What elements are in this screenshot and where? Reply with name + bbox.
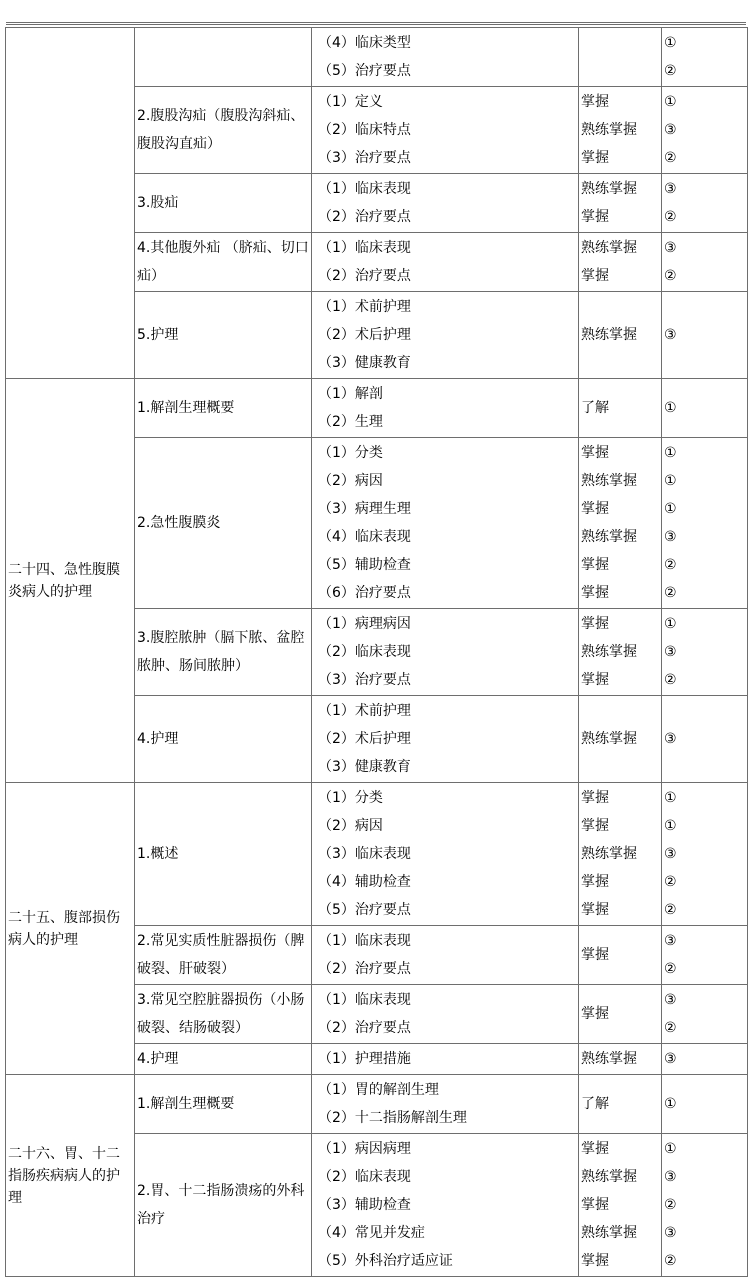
- rank-mark: ②: [664, 672, 677, 688]
- subtopic-item: （2）临床表现: [318, 644, 411, 660]
- rank-mark: ②: [664, 209, 677, 225]
- subtopic-item: （2）病因: [318, 473, 383, 489]
- rank-mark: ②: [664, 150, 677, 166]
- rank-mark: ②: [664, 1197, 677, 1213]
- requirement-level: 了解: [581, 1096, 609, 1112]
- rank-mark: ①: [664, 445, 677, 461]
- requirement-level: 掌握: [581, 1006, 609, 1022]
- subtopic-item: （2）临床表现: [318, 1169, 411, 1185]
- rank-mark: ①: [664, 94, 677, 110]
- rank-cell: [662, 233, 748, 292]
- subtopic-item: （3）治疗要点: [318, 672, 411, 688]
- subtopic-item: （1）护理措施: [318, 1051, 411, 1067]
- requirement-level: 熟练掌握: [581, 1169, 637, 1185]
- subtopic-item: （2）生理: [318, 414, 383, 430]
- subtopic-cell: [312, 87, 579, 174]
- topic-name: 2.常见实质性脏器损伤（脾破裂、肝破裂）: [135, 926, 312, 985]
- topic-name: [135, 28, 312, 87]
- rank-cell: [662, 438, 748, 609]
- subtopic-item: （1）临床表现: [318, 933, 411, 949]
- subtopic-cell: [312, 1075, 579, 1134]
- rank-mark: ③: [664, 122, 677, 138]
- rank-mark: ③: [664, 1051, 677, 1067]
- rank-mark: ①: [664, 790, 677, 806]
- subtopic-item: （2）十二指肠解剖生理: [318, 1110, 467, 1126]
- requirement-level: 熟练掌握: [581, 1051, 637, 1067]
- rank-cell: [662, 985, 748, 1044]
- topic-name: 4.护理: [135, 1044, 312, 1075]
- requirement-cell: [579, 1134, 662, 1277]
- rank-mark: ③: [664, 1169, 677, 1185]
- requirement-level: 掌握: [581, 150, 609, 166]
- topic-name: 5.护理: [135, 292, 312, 379]
- subtopic-item: （2）治疗要点: [318, 268, 411, 284]
- requirement-level: 熟练掌握: [581, 1225, 637, 1241]
- rank-mark: ③: [664, 992, 677, 1008]
- subtopic-item: （1）临床表现: [318, 181, 411, 197]
- topic-name: 3.腹腔脓肿（膈下脓、盆腔脓肿、肠间脓肿）: [135, 609, 312, 696]
- subtopic-cell: [312, 292, 579, 379]
- subtopic-item: （2）临床特点: [318, 122, 411, 138]
- requirement-level: 了解: [581, 400, 609, 416]
- subtopic-item: （1）分类: [318, 445, 383, 461]
- rank-mark: ③: [664, 1225, 677, 1241]
- rank-mark: ③: [664, 846, 677, 862]
- requirement-level: 掌握: [581, 1141, 609, 1157]
- subtopic-cell: [312, 438, 579, 609]
- subtopic-cell: [312, 1044, 579, 1075]
- subtopic-item: （1）分类: [318, 790, 383, 806]
- requirement-cell: [579, 87, 662, 174]
- subtopic-item: （5）治疗要点: [318, 902, 411, 918]
- subtopic-item: （1）定义: [318, 94, 383, 110]
- section-title: [6, 28, 135, 379]
- rank-cell: [662, 292, 748, 379]
- requirement-cell: [579, 438, 662, 609]
- subtopic-item: （3）治疗要点: [318, 150, 411, 166]
- rank-cell: [662, 379, 748, 438]
- subtopic-item: （6）治疗要点: [318, 585, 411, 601]
- requirement-level: 熟练掌握: [581, 644, 637, 660]
- requirement-cell: [579, 233, 662, 292]
- subtopic-item: （3）临床表现: [318, 846, 411, 862]
- subtopic-item: （3）健康教育: [318, 759, 411, 775]
- topic-name: 1.概述: [135, 783, 312, 926]
- requirement-cell: [579, 985, 662, 1044]
- subtopic-cell: [312, 609, 579, 696]
- requirement-level: 掌握: [581, 616, 609, 632]
- requirement-level: 掌握: [581, 902, 609, 918]
- subtopic-item: （5）治疗要点: [318, 63, 411, 79]
- requirement-level: 掌握: [581, 445, 609, 461]
- rank-cell: [662, 1075, 748, 1134]
- rank-mark: ③: [664, 327, 677, 343]
- requirement-level: 掌握: [581, 268, 609, 284]
- subtopic-item: （3）健康教育: [318, 355, 411, 371]
- subtopic-item: （5）外科治疗适应证: [318, 1253, 453, 1269]
- requirement-level: 掌握: [581, 818, 609, 834]
- requirement-level: 掌握: [581, 874, 609, 890]
- subtopic-item: （2）术后护理: [318, 731, 411, 747]
- requirement-level: 掌握: [581, 672, 609, 688]
- subtopic-item: （2）治疗要点: [318, 1020, 411, 1036]
- top-rule: [6, 22, 746, 25]
- requirement-cell: [579, 292, 662, 379]
- requirement-level: 熟练掌握: [581, 473, 637, 489]
- rank-mark: ③: [664, 933, 677, 949]
- section-title: 二十四、急性腹膜炎病人的护理: [6, 379, 135, 783]
- rank-mark: ③: [664, 240, 677, 256]
- rank-mark: ②: [664, 585, 677, 601]
- topic-name: 3.股疝: [135, 174, 312, 233]
- subtopic-cell: [312, 783, 579, 926]
- rank-mark: ②: [664, 874, 677, 890]
- requirement-level: 熟练掌握: [581, 846, 637, 862]
- rank-mark: ②: [664, 63, 677, 79]
- requirement-level: 熟练掌握: [581, 181, 637, 197]
- rank-mark: ①: [664, 818, 677, 834]
- rank-mark: ①: [664, 35, 677, 51]
- rank-mark: ③: [664, 731, 677, 747]
- subtopic-cell: [312, 379, 579, 438]
- subtopic-item: （1）胃的解剖生理: [318, 1082, 439, 1098]
- rank-mark: ①: [664, 473, 677, 489]
- rank-mark: ②: [664, 961, 677, 977]
- requirement-level: 掌握: [581, 94, 609, 110]
- rank-mark: ①: [664, 616, 677, 632]
- rank-mark: ①: [664, 1141, 677, 1157]
- subtopic-item: （1）术前护理: [318, 703, 411, 719]
- rank-cell: [662, 783, 748, 926]
- subtopic-item: （3）病理生理: [318, 501, 411, 517]
- subtopic-item: （1）病理病因: [318, 616, 411, 632]
- requirement-cell: [579, 1044, 662, 1075]
- topic-name: 1.解剖生理概要: [135, 1075, 312, 1134]
- requirement-level: 掌握: [581, 947, 609, 963]
- subtopic-cell: [312, 696, 579, 783]
- requirement-level: [581, 43, 659, 71]
- rank-mark: ③: [664, 181, 677, 197]
- subtopic-item: （2）治疗要点: [318, 209, 411, 225]
- topic-name: 1.解剖生理概要: [135, 379, 312, 438]
- requirement-level: 熟练掌握: [581, 529, 637, 545]
- requirement-level: 熟练掌握: [581, 122, 637, 138]
- requirement-cell: [579, 1075, 662, 1134]
- subtopic-item: （5）辅助检查: [318, 557, 411, 573]
- rank-mark: ③: [664, 644, 677, 660]
- requirement-cell: [579, 783, 662, 926]
- requirement-level: 掌握: [581, 585, 609, 601]
- requirement-level: 掌握: [581, 557, 609, 573]
- requirement-level: 掌握: [581, 209, 609, 225]
- rank-mark: ②: [664, 1020, 677, 1036]
- subtopic-item: （1）术前护理: [318, 299, 411, 315]
- syllabus-table: [5, 27, 748, 1277]
- subtopic-cell: [312, 985, 579, 1044]
- rank-cell: [662, 1134, 748, 1277]
- topic-name: 2.腹股沟疝（腹股沟斜疝、腹股沟直疝）: [135, 87, 312, 174]
- subtopic-item: （2）术后护理: [318, 327, 411, 343]
- requirement-cell: [579, 174, 662, 233]
- requirement-level: 掌握: [581, 790, 609, 806]
- subtopic-cell: [312, 233, 579, 292]
- rank-cell: [662, 609, 748, 696]
- rank-mark: ②: [664, 1253, 677, 1269]
- rank-mark: ②: [664, 557, 677, 573]
- rank-mark: ②: [664, 902, 677, 918]
- rank-mark: ②: [664, 268, 677, 284]
- rank-cell: [662, 87, 748, 174]
- requirement-level: 熟练掌握: [581, 240, 637, 256]
- requirement-level: 掌握: [581, 1197, 609, 1213]
- subtopic-item: （4）常见并发症: [318, 1225, 425, 1241]
- requirement-level: 掌握: [581, 1253, 609, 1269]
- subtopic-item: （3）辅助检查: [318, 1197, 411, 1213]
- table-row: [6, 783, 748, 926]
- subtopic-item: （4）辅助检查: [318, 874, 411, 890]
- subtopic-item: （1）临床表现: [318, 992, 411, 1008]
- subtopic-cell: [312, 174, 579, 233]
- table-row: [6, 28, 748, 87]
- section-title: 二十六、胃、十二指肠疾病病人的护理: [6, 1075, 135, 1277]
- topic-name: 3.常见空腔脏器损伤（小肠破裂、结肠破裂）: [135, 985, 312, 1044]
- requirement-cell: [579, 609, 662, 696]
- subtopic-item: （1）临床表现: [318, 240, 411, 256]
- subtopic-cell: [312, 926, 579, 985]
- subtopic-item: （1）解剖: [318, 386, 383, 402]
- table-row: [6, 1075, 748, 1134]
- topic-name: 2.急性腹膜炎: [135, 438, 312, 609]
- requirement-cell: [579, 379, 662, 438]
- rank-cell: [662, 926, 748, 985]
- subtopic-cell: [312, 1134, 579, 1277]
- rank-cell: [662, 28, 748, 87]
- requirement-level: 熟练掌握: [581, 327, 637, 343]
- requirement-cell: [579, 28, 662, 87]
- rank-mark: ③: [664, 529, 677, 545]
- subtopic-cell: [312, 28, 579, 87]
- subtopic-item: （1）病因病理: [318, 1141, 411, 1157]
- rank-mark: ①: [664, 501, 677, 517]
- subtopic-item: （4）临床表现: [318, 529, 411, 545]
- requirement-cell: [579, 926, 662, 985]
- rank-cell: [662, 174, 748, 233]
- rank-mark: ①: [664, 400, 677, 416]
- topic-name: 4.其他腹外疝 （脐疝、切口疝）: [135, 233, 312, 292]
- rank-mark: ①: [664, 1096, 677, 1112]
- rank-cell: [662, 1044, 748, 1075]
- topic-name: 4.护理: [135, 696, 312, 783]
- table-row: [6, 379, 748, 438]
- topic-name: 2.胃、十二指肠溃疡的外科治疗: [135, 1134, 312, 1277]
- rank-cell: [662, 696, 748, 783]
- subtopic-item: （2）病因: [318, 818, 383, 834]
- subtopic-item: （2）治疗要点: [318, 961, 411, 977]
- requirement-cell: [579, 696, 662, 783]
- section-title: 二十五、腹部损伤病人的护理: [6, 783, 135, 1075]
- requirement-level: 熟练掌握: [581, 731, 637, 747]
- subtopic-item: （4）临床类型: [318, 35, 411, 51]
- requirement-level: 掌握: [581, 501, 609, 517]
